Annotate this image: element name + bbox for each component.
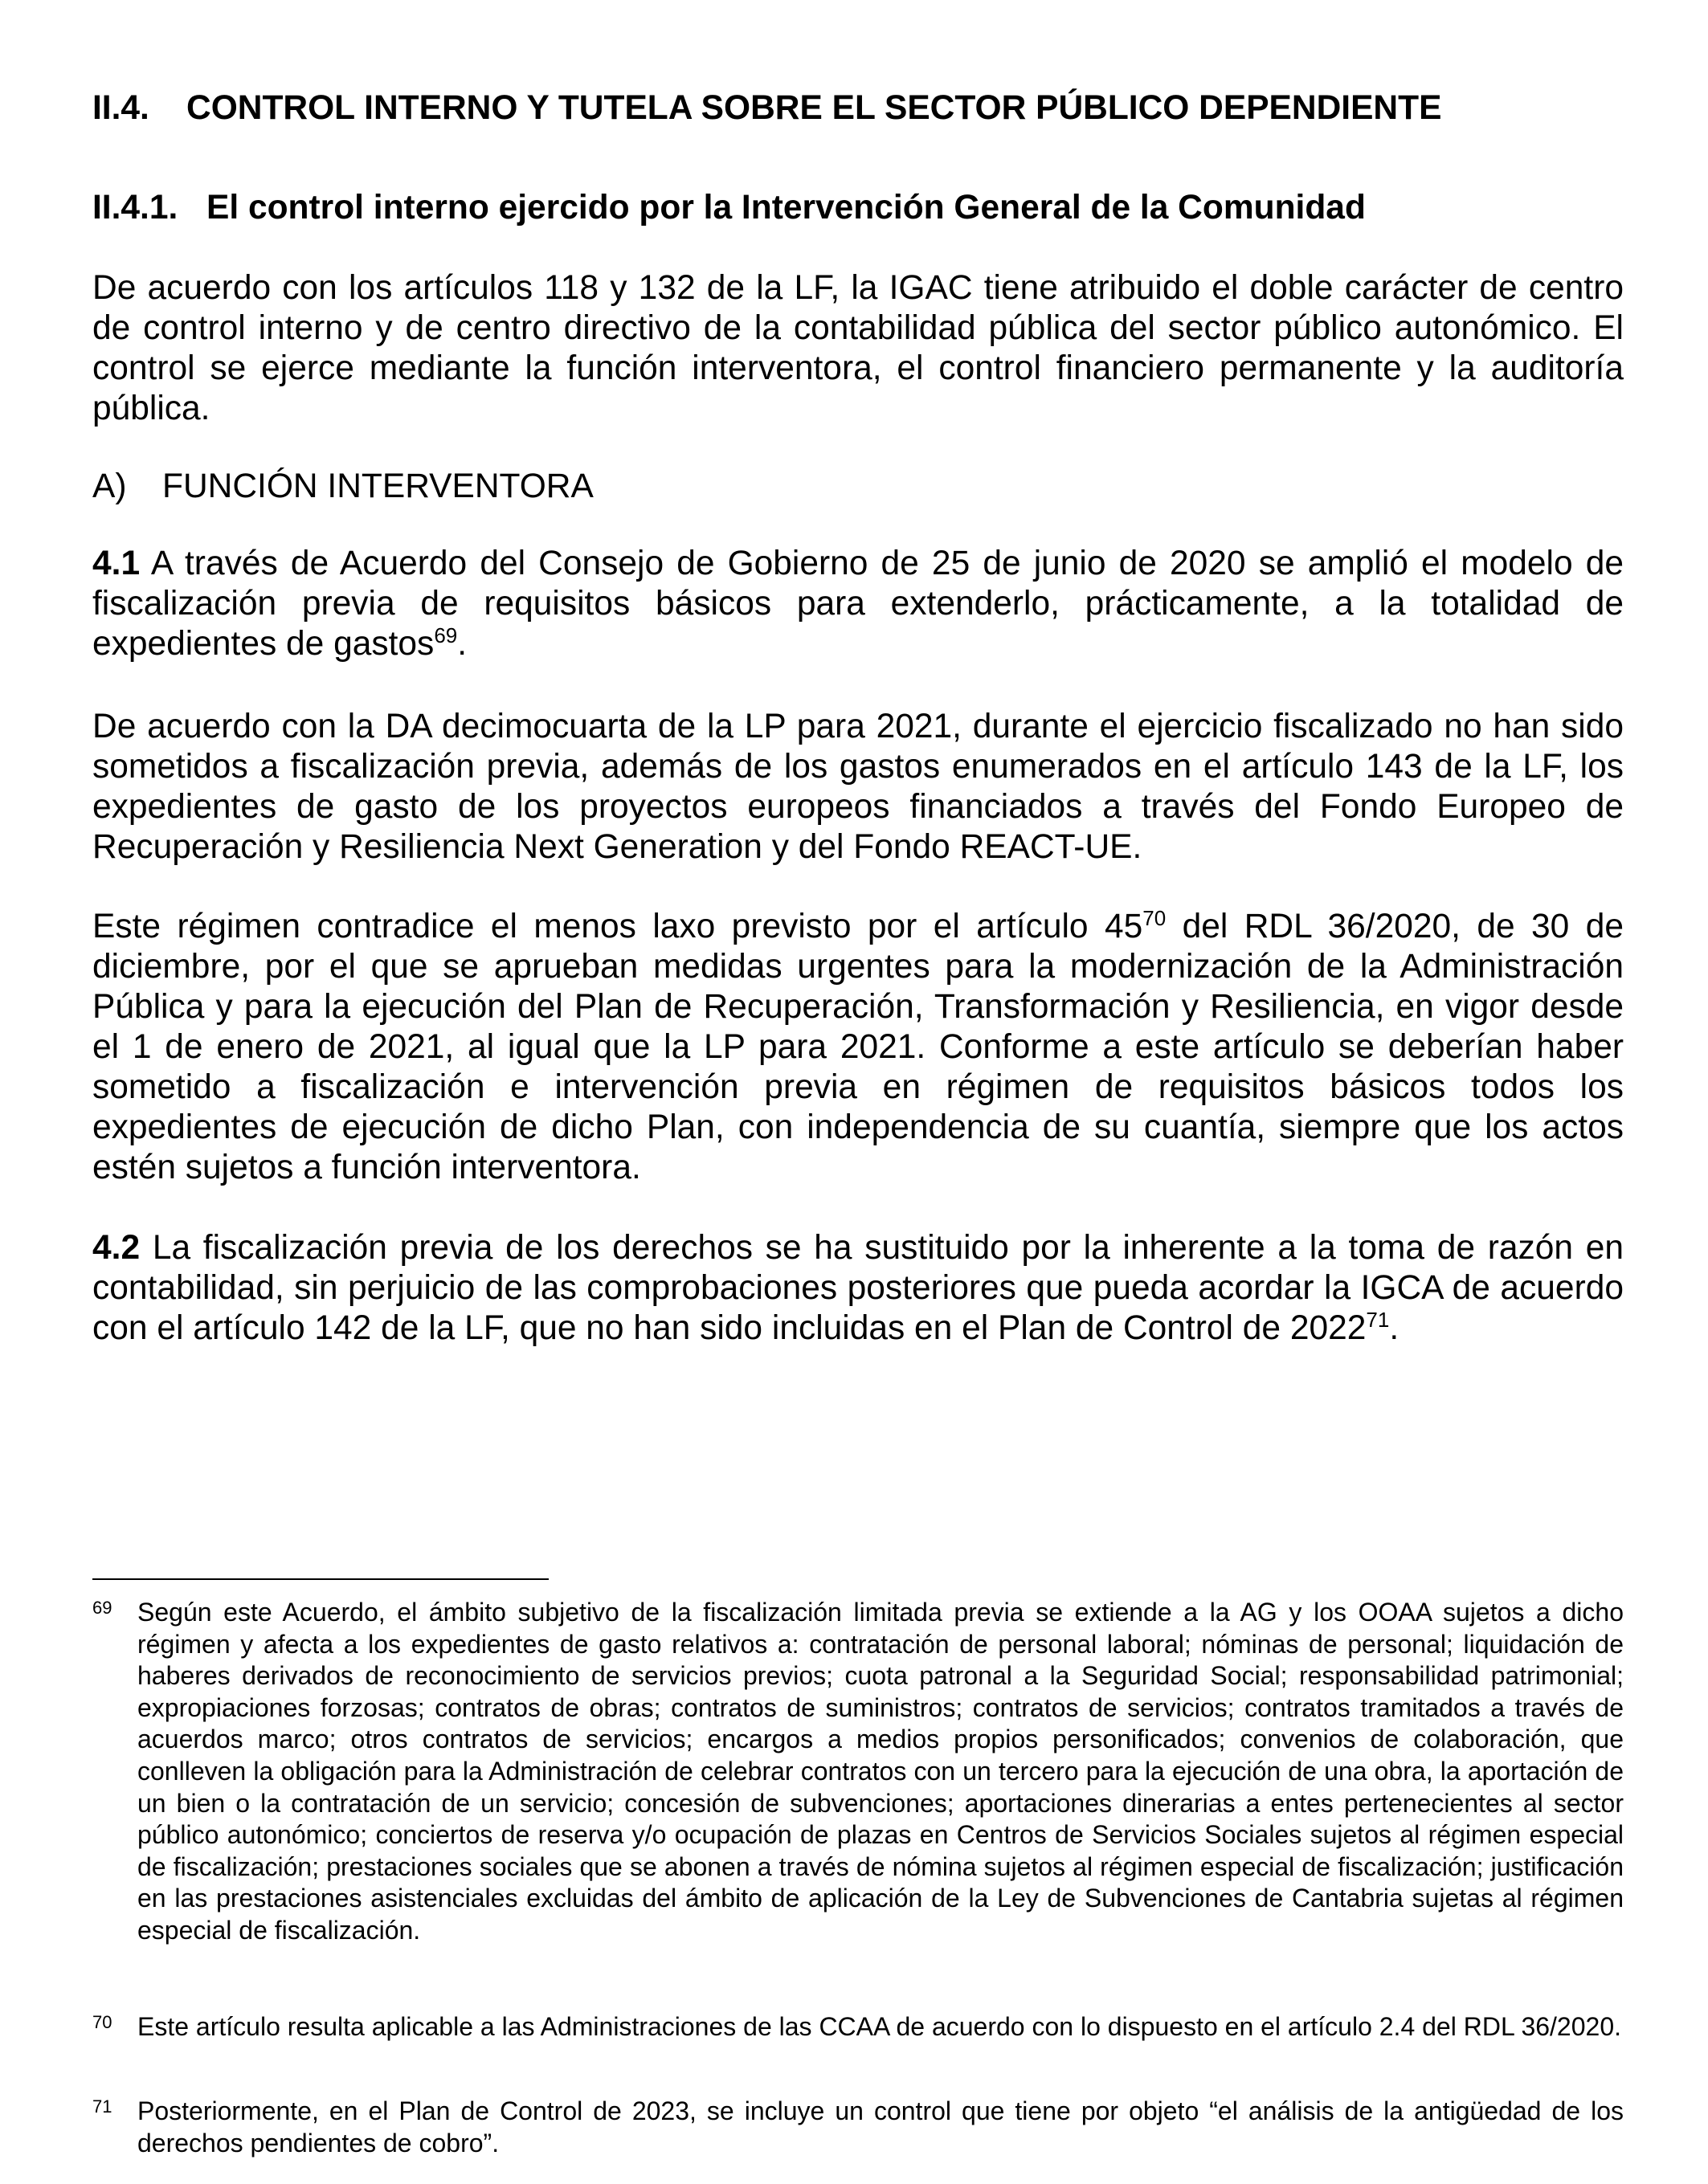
footnote-text: Posteriormente, en el Plan de Control de 2023, se incluye un control que tiene por objeto “el análisis de la antigüedad de los derechos pendientes de cobro”. <box>137 2096 1624 2157</box>
footnote-ref-69[interactable]: 69 <box>434 623 458 647</box>
paragraph-regimen <box>92 907 1624 1188</box>
footnote-text: Según este Acuerdo, el ámbito subjetivo de la fiscalización limitada previa se extiende a la AG y los OOAA sujetos a dicho régimen y afecta a los expedientes de gasto relativos a: contratación de personal laboral; nóminas de personal; liquidación de haberes derivados de reconocimiento de servicios previos; cuota patronal a la Seguridad Social; responsabilidad patrimonial; expropiaciones forzosas; contratos de obras; contratos de suministros; contratos de servicios; contratos tramitados a través de acuerdos marco; otros contratos de servicios; encargos a medios propios personificados; convenios de colaboración, que conlleven la obligación para la Administración de celebrar contratos con un tercero para la ejecución de una obra, la aportación de un bien o la contratación de un servicio; concesión de subvenciones; aportaciones dinerarias a entes pertenecientes al sector público autonómico; conciertos de reserva y/o ocupación de plazas en Centros de Servicios Sociales sujetos al régimen especial de fiscalización; prestaciones sociales que se abonen a través de nómina sujetos al régimen especial de fiscalización; justificación en las prestaciones asistenciales excluidas del ámbito de aplicación de la Ley de Subvenciones de Cantabria sujetas al régimen especial de fiscalización. <box>137 1598 1624 1945</box>
paragraph-text: La fiscalización previa de los derechos se ha sustituido por la inherente a la toma de razón en contabilidad, sin perjuicio de las comprobaciones posteriores que pueda acordar la IGCA de acuerdo con el artículo 142 de la LF, que no han sido incluidas en el Plan de Control de 2022 <box>92 1229 1624 1347</box>
paragraph-end: . <box>1389 1309 1399 1347</box>
footnote-ref-71[interactable]: 71 <box>1366 1307 1390 1332</box>
intro-paragraph: De acuerdo con los artículos 118 y 132 de la LF, la IGAC tiene atribuido el doble carácter de centro de control interno y de centro directivo de la contabilidad pública del sector público autonómico. El control se ejerce mediante la función interventora, el control financiero permanente y la auditoría pública. <box>92 269 1624 427</box>
subsection-a-letter: A) <box>92 467 127 505</box>
footnote-ref-70[interactable]: 70 <box>1142 905 1167 930</box>
paragraph-number: 4.1 <box>92 545 141 582</box>
footnote-text: Este artículo resulta aplicable a las Administraciones de las CCAA de acuerdo con lo dispuesto en el artículo 2.4 del RDL 36/2020. <box>137 2012 1621 2041</box>
section-heading <box>92 88 1624 129</box>
footnote-71 <box>92 2096 1624 2159</box>
subsection-a-heading <box>92 467 1624 507</box>
paragraph-4-1 <box>92 544 1624 664</box>
section-number: II.4. <box>92 89 149 127</box>
paragraph-number: 4.2 <box>92 1229 141 1267</box>
subsection-a-title: FUNCIÓN INTERVENTORA <box>162 467 594 505</box>
subsection-title: El control interno ejercido por la Intervención General de la Comunidad <box>206 189 1366 227</box>
footnote-69 <box>92 1597 1624 1947</box>
subsection-number: II.4.1. <box>92 189 178 227</box>
subsection-heading <box>92 188 1624 228</box>
paragraph-end: . <box>457 625 468 663</box>
footnote-number: 71 <box>92 2096 112 2117</box>
paragraph-text: Este régimen contradice el menos laxo previsto por el artículo 45 <box>92 908 1143 945</box>
paragraph-da: De acuerdo con la DA decimocuarta de la LP para 2021, durante el ejercicio fiscalizado no han sido sometidos a fiscalización previa, además de los gastos enumerados en el artículo 143 de la LF, los expedientes de gasto de los proyectos europeos financiados a través del Fondo Europeo de Recuperación y Resiliencia Next Generation y del Fondo REACT-UE. <box>92 708 1624 866</box>
section-title: CONTROL INTERNO Y TUTELA SOBRE EL SECTOR PÚBLICO DEPENDIENTE <box>186 89 1442 127</box>
footnote-separator <box>92 1578 549 1580</box>
footnote-number: 70 <box>92 2012 112 2032</box>
footnote-70 <box>92 2011 1624 2043</box>
paragraph-4-2 <box>92 1228 1624 1349</box>
footnote-number: 69 <box>92 1598 112 1618</box>
paragraph-text-cont: del RDL 36/2020, de 30 de diciembre, por el que se aprueban medidas urgentes para la modernización de la Administración Pública y para la ejecución del Plan de Recuperación, Transformación y Resiliencia, en vigor desde el 1 de enero de 2021, al igual que la LP para 2021. Conforme a este artículo se deberían haber sometido a fiscalización e intervención previa en régimen de requisitos básicos todos los expedientes de ejecución de dicho Plan, con independencia de su cuantía, siempre que los actos estén sujetos a función interventora. <box>92 908 1624 1186</box>
paragraph-text: A través de Acuerdo del Consejo de Gobierno de 25 de junio de 2020 se amplió el modelo de fiscalización previa de requisitos básicos para extenderlo, prácticamente, a la totalidad de expedientes de gastos <box>92 545 1624 663</box>
